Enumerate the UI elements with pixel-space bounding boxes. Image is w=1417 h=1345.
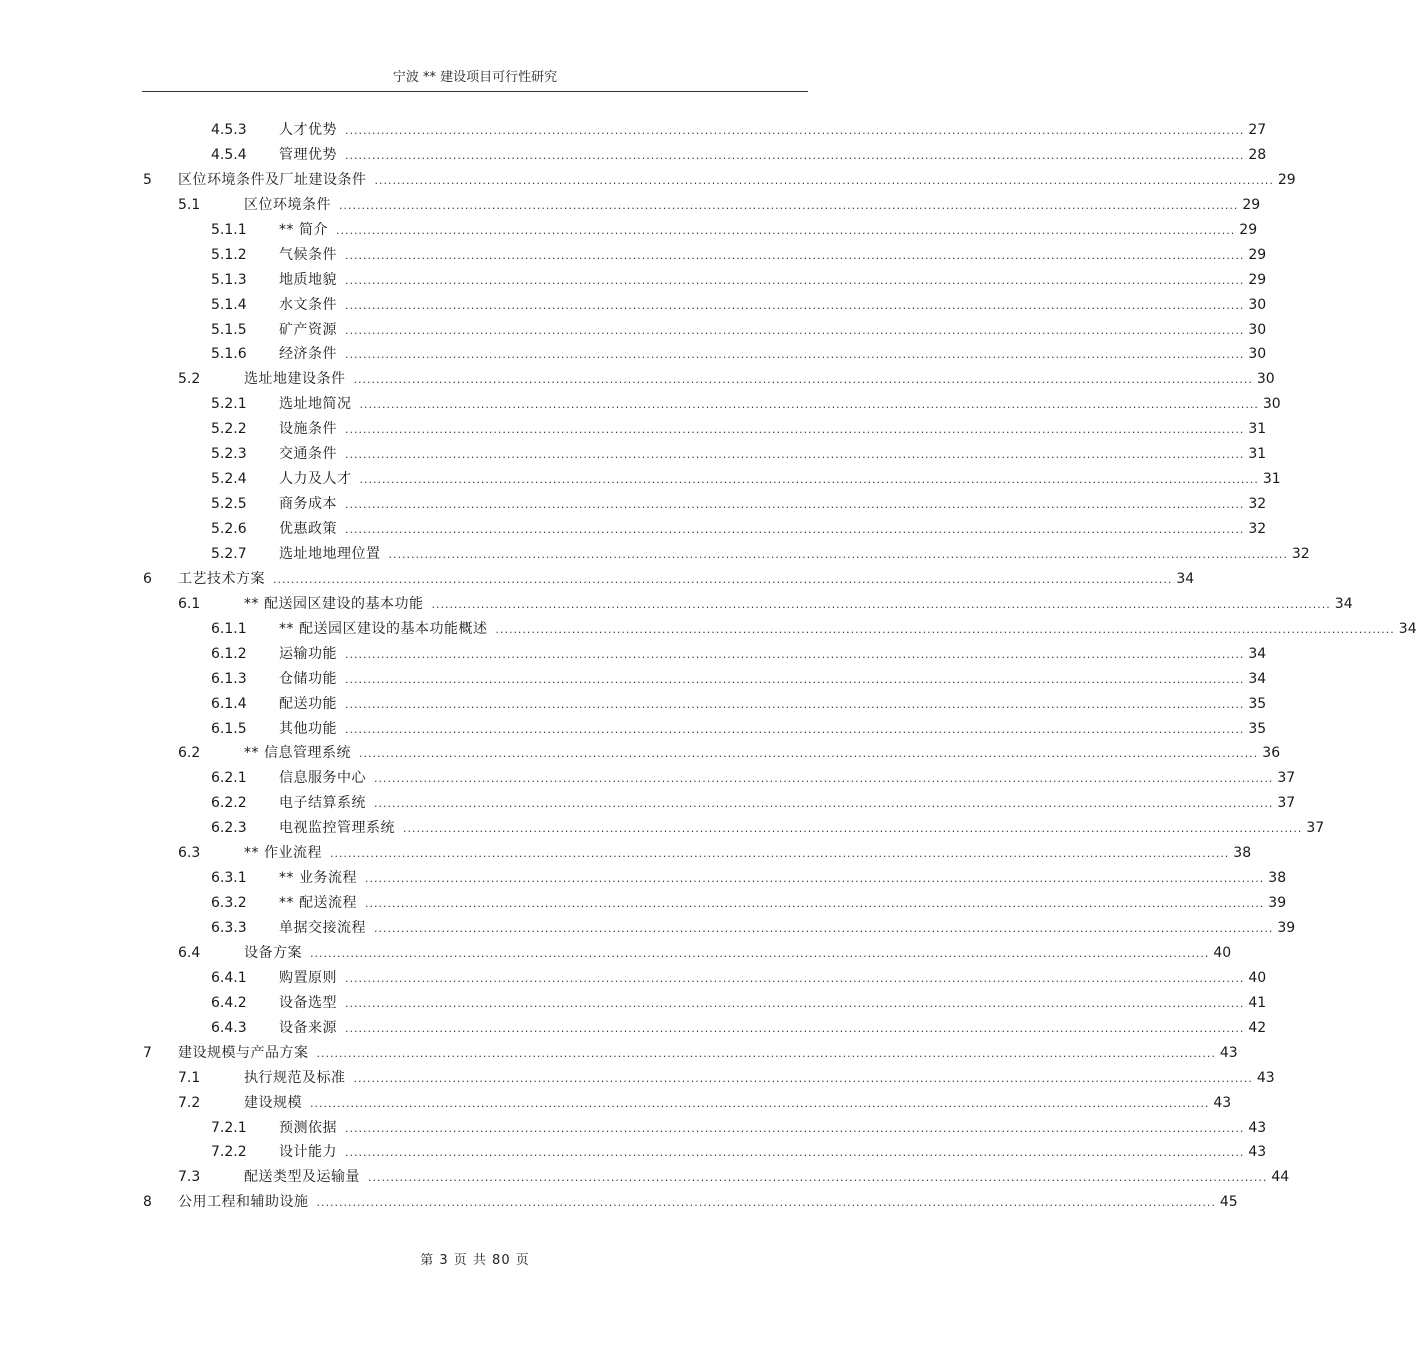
- toc-entry-number: 7.3: [178, 1169, 201, 1186]
- toc-entry-number: 5.1.3: [211, 271, 247, 288]
- toc-entry-page: 41: [1248, 994, 1267, 1011]
- toc-entry-page: 34: [1334, 595, 1353, 612]
- toc-entry-number: 5.2.6: [211, 521, 247, 537]
- toc-leader-dots: ........................................................................................................................................................................................................: [345, 148, 1245, 162]
- toc-entry[interactable]: [0, 342, 1267, 367]
- toc-entry[interactable]: [0, 966, 1267, 991]
- toc-entry-number: 5.1.2: [211, 246, 247, 263]
- toc-entry[interactable]: [0, 168, 1296, 193]
- toc-entry-title: 运输功能: [279, 645, 337, 662]
- toc-entry[interactable]: [0, 766, 1296, 791]
- toc-entry-page: 30: [1256, 371, 1275, 388]
- toc-leader-dots: ........................................................................................................................................................................................................: [345, 423, 1245, 437]
- toc-entry-number: 6.2.1: [211, 770, 247, 787]
- toc-entry[interactable]: [0, 617, 1417, 642]
- toc-leader-dots: ........................................................................................................................................................................................................: [374, 922, 1274, 935]
- toc-entry-number: 5.2.3: [211, 446, 247, 463]
- toc-leader-dots: ........................................................................................................................................................................................................: [345, 248, 1245, 262]
- toc-entry-title: 工艺技术方案: [178, 570, 265, 587]
- toc-entry-title: 选址地地理位置: [279, 545, 381, 562]
- toc-entry-page: 32: [1291, 545, 1310, 562]
- toc-entry-line: [279, 1016, 1267, 1042]
- toc-entry-line: [279, 1140, 1267, 1166]
- toc-entry-title: 交通条件: [279, 446, 337, 463]
- toc-entry-page: 30: [1248, 321, 1267, 338]
- toc-entry-title: 电视监控管理系统: [279, 820, 395, 837]
- toc-entry-title: 选址地简况: [279, 396, 352, 413]
- toc-entry-page: 30: [1262, 396, 1281, 413]
- toc-entry-number: 6.3.2: [211, 895, 247, 912]
- toc-entry-title: 地质地貌: [279, 271, 337, 288]
- toc-entry-number: 5.1.4: [211, 296, 247, 313]
- toc-entry-page: 43: [1248, 1119, 1267, 1136]
- toc-entry-line: [279, 617, 1417, 643]
- toc-entry-page: 32: [1248, 521, 1267, 537]
- toc-entry[interactable]: [0, 816, 1325, 841]
- toc-entry-title: 区位环境条件及厂址建设条件: [178, 171, 367, 188]
- toc-entry[interactable]: [0, 916, 1296, 941]
- toc-entry-number: 6.4.1: [211, 969, 247, 986]
- toc-entry-title: 设备方案: [244, 944, 302, 961]
- toc-entry-number: 6.4.2: [211, 994, 247, 1011]
- toc-leader-dots: ........................................................................................................................................................................................................: [345, 323, 1245, 337]
- toc-entry-line: [279, 816, 1325, 842]
- toc-leader-dots: ........................................................................................................................................................................................................: [345, 971, 1245, 985]
- toc-entry[interactable]: [0, 367, 1275, 392]
- toc-entry-title: 信息服务中心: [279, 770, 366, 787]
- toc-entry-page: 34: [1248, 670, 1267, 687]
- toc-leader-dots: ........................................................................................................................................................................................................: [345, 523, 1245, 536]
- toc-entry-title: 商务成本: [279, 496, 337, 513]
- toc-leader-dots: ........................................................................................................................................................................................................: [345, 273, 1245, 287]
- toc-entry-line: [178, 567, 1195, 593]
- toc-entry-page: 39: [1277, 920, 1296, 936]
- toc-entry-title: ** 配送园区建设的基本功能: [244, 595, 424, 612]
- toc-leader-dots: ........................................................................................................................................................................................................: [353, 1071, 1253, 1085]
- toc-entry-page: 34: [1398, 620, 1417, 637]
- toc-leader-dots: ........................................................................................................................................................................................................: [345, 1146, 1245, 1160]
- toc-entry-line: [279, 342, 1267, 368]
- toc-entry[interactable]: [0, 1140, 1267, 1165]
- toc-entry-line: [244, 941, 1232, 967]
- toc-leader-dots: ........................................................................................................................................................................................................: [345, 996, 1245, 1010]
- toc-entry-page: 37: [1277, 795, 1296, 812]
- toc-entry-line: [279, 692, 1267, 718]
- toc-entry[interactable]: [0, 218, 1258, 243]
- toc-entry-title: 购置原则: [279, 969, 337, 986]
- toc-entry-number: 6.4: [178, 944, 201, 961]
- toc-entry-line: [279, 442, 1267, 468]
- toc-entry-title: 人力及人才: [279, 471, 352, 488]
- toc-entry[interactable]: [0, 442, 1267, 467]
- toc-leader-dots: ........................................................................................................................................................................................................: [353, 373, 1253, 387]
- header-rule: [142, 91, 808, 92]
- toc-entry-title: ** 配送流程: [279, 895, 357, 912]
- toc-entry[interactable]: [0, 542, 1310, 567]
- toc-entry[interactable]: [0, 1091, 1232, 1116]
- toc-entry-page: 29: [1242, 196, 1261, 213]
- toc-leader-dots: ........................................................................................................................................................................................................: [345, 498, 1245, 512]
- toc-entry-line: [279, 866, 1287, 892]
- toc-leader-dots: ........................................................................................................................................................................................................: [339, 198, 1239, 212]
- toc-entry-line: [178, 1190, 1238, 1216]
- toc-entry-page: 34: [1176, 570, 1195, 587]
- toc-entry-line: [279, 991, 1267, 1017]
- toc-leader-dots: ........................................................................................................................................................................................................: [329, 847, 1230, 861]
- toc-entry-number: 4.5.4: [211, 146, 247, 163]
- toc-entry-number: 5: [143, 171, 152, 188]
- toc-entry[interactable]: [0, 717, 1267, 742]
- toc-entry-number: 6.4.3: [211, 1019, 247, 1036]
- toc-entry-page: 29: [1277, 171, 1296, 188]
- toc-leader-dots: ........................................................................................................................................................................................................: [310, 946, 1210, 960]
- toc-entry-number: 5.1.1: [211, 221, 247, 238]
- toc-entry-page: 31: [1248, 446, 1267, 463]
- toc-entry-title: 选址地建设条件: [244, 371, 346, 388]
- toc-leader-dots: ........................................................................................................................................................................................................: [358, 747, 1259, 761]
- toc-entry-line: [279, 791, 1296, 817]
- toc-leader-dots: ........................................................................................................................................................................................................: [359, 473, 1259, 487]
- toc-entry-title: 配送类型及运输量: [244, 1169, 360, 1186]
- toc-leader-dots: ........................................................................................................................................................................................................: [495, 622, 1395, 636]
- toc-entry-number: 7.2.2: [211, 1144, 247, 1161]
- toc-entry-line: [279, 766, 1296, 792]
- toc-entry-number: 5.1.5: [211, 321, 247, 338]
- toc-leader-dots: ........................................................................................................................................................................................................: [335, 223, 1236, 237]
- toc-entry[interactable]: [0, 467, 1281, 492]
- toc-entry[interactable]: [0, 1016, 1267, 1041]
- toc-entry-page: 31: [1248, 421, 1267, 438]
- toc-entry-line: [279, 268, 1267, 294]
- toc-entry-page: 43: [1213, 1094, 1232, 1111]
- toc-entry-line: [279, 642, 1267, 668]
- toc-leader-dots: ........................................................................................................................................................................................................: [345, 722, 1245, 736]
- toc-leader-dots: ........................................................................................................................................................................................................: [374, 772, 1274, 786]
- toc-entry[interactable]: [0, 392, 1281, 417]
- toc-entry-title: ** 信息管理系统: [244, 745, 351, 762]
- toc-entry[interactable]: [0, 1116, 1267, 1141]
- toc-entry-number: 6.2.3: [211, 820, 247, 837]
- toc-entry-line: [279, 118, 1267, 144]
- toc-entry-title: 设计能力: [279, 1144, 337, 1161]
- toc-entry-title: 设备选型: [279, 994, 337, 1011]
- toc-entry-number: 5.2.1: [211, 396, 247, 413]
- toc-entry-line: [279, 1116, 1267, 1142]
- toc-leader-dots: ........................................................................................................................................................................................................: [345, 448, 1245, 462]
- toc-entry-number: 7.1: [178, 1069, 201, 1086]
- toc-leader-dots: ........................................................................................................................................................................................................: [316, 1196, 1216, 1210]
- toc-entry-page: 43: [1256, 1069, 1275, 1086]
- toc-entry-number: 7: [143, 1044, 152, 1061]
- toc-entry[interactable]: [0, 1041, 1238, 1066]
- toc-entry-page: 32: [1248, 496, 1267, 513]
- toc-entry-line: [279, 717, 1267, 743]
- toc-entry-number: 5.1.6: [211, 346, 247, 363]
- toc-entry-title: 优惠政策: [279, 521, 337, 537]
- toc-entry[interactable]: [0, 991, 1267, 1016]
- toc-entry-page: 45: [1219, 1194, 1238, 1211]
- toc-entry-line: [279, 966, 1267, 992]
- toc-entry-number: 6.1.3: [211, 670, 247, 687]
- toc-entry-line: [279, 392, 1281, 418]
- toc-entry[interactable]: [0, 318, 1267, 343]
- toc-entry-number: 6.1.2: [211, 645, 247, 662]
- toc-entry-line: [279, 916, 1296, 942]
- toc-entry-number: 6.2: [178, 745, 201, 762]
- toc-entry[interactable]: [0, 866, 1287, 891]
- toc-leader-dots: ........................................................................................................................................................................................................: [345, 298, 1245, 312]
- toc-entry-number: 6.1.5: [211, 720, 247, 737]
- toc-entry-line: [244, 1091, 1232, 1117]
- toc-leader-dots: ........................................................................................................................................................................................................: [359, 398, 1259, 412]
- toc-entry-number: 6.1: [178, 595, 201, 612]
- toc-entry[interactable]: [0, 293, 1267, 318]
- toc-entry-title: 建设规模与产品方案: [178, 1044, 309, 1061]
- toc-leader-dots: ........................................................................................................................................................................................................: [345, 647, 1245, 661]
- toc-leader-dots: ........................................................................................................................................................................................................: [364, 897, 1265, 911]
- toc-entry-line: [279, 293, 1267, 319]
- toc-entry-number: 7.2.1: [211, 1119, 247, 1136]
- toc-entry[interactable]: [0, 417, 1267, 442]
- toc-entry-page: 35: [1248, 695, 1267, 712]
- toc-leader-dots: ........................................................................................................................................................................................................: [345, 1021, 1245, 1035]
- toc-entry[interactable]: [0, 692, 1267, 717]
- toc-entry-title: 电子结算系统: [279, 795, 366, 812]
- toc-entry-title: 公用工程和辅助设施: [178, 1194, 309, 1211]
- toc-entry-line: [178, 1041, 1238, 1067]
- toc-entry-page: 35: [1248, 720, 1267, 737]
- toc-entry-page: 29: [1248, 246, 1267, 263]
- toc-entry-line: [279, 218, 1258, 244]
- toc-entry-line: [279, 891, 1287, 917]
- toc-entry[interactable]: [0, 642, 1267, 667]
- toc-leader-dots: ........................................................................................................................................................................................................: [403, 822, 1303, 836]
- toc-entry-title: 设施条件: [279, 421, 337, 438]
- toc-entry-line: [279, 143, 1267, 169]
- toc-entry-page: 38: [1233, 845, 1252, 862]
- toc-entry[interactable]: [0, 791, 1296, 816]
- toc-entry-page: 28: [1248, 146, 1267, 163]
- toc-leader-dots: ........................................................................................................................................................................................................: [388, 547, 1288, 561]
- toc-entry-number: 4.5.3: [211, 122, 247, 138]
- toc-entry-line: [244, 592, 1353, 618]
- toc-entry-number: 7.2: [178, 1094, 201, 1111]
- toc-entry-page: 40: [1248, 969, 1267, 986]
- toc-entry-title: 建设规模: [244, 1094, 302, 1111]
- toc-entry-page: 37: [1306, 820, 1325, 837]
- toc-entry-page: 43: [1248, 1144, 1267, 1161]
- toc-entry-number: 5.2.2: [211, 421, 247, 438]
- toc-entry[interactable]: [0, 492, 1267, 517]
- toc-entry-line: [279, 667, 1267, 693]
- toc-leader-dots: ........................................................................................................................................................................................................: [374, 173, 1274, 187]
- toc-entry-title: 单据交接流程: [279, 920, 366, 936]
- toc-leader-dots: ........................................................................................................................................................................................................: [431, 597, 1331, 611]
- toc-entry-title: ** 配送园区建设的基本功能概述: [279, 620, 488, 637]
- toc-entry-line: [279, 517, 1267, 543]
- toc-leader-dots: ........................................................................................................................................................................................................: [310, 1096, 1210, 1110]
- toc-entry-page: 31: [1262, 471, 1281, 488]
- toc-entry[interactable]: [0, 941, 1232, 966]
- toc-entry-page: 29: [1239, 221, 1258, 238]
- toc-entry-page: 30: [1248, 346, 1267, 363]
- toc-entry-title: 管理优势: [279, 146, 337, 163]
- toc-entry-page: 29: [1248, 271, 1267, 288]
- toc-entry-page: 40: [1213, 944, 1232, 961]
- toc-leader-dots: ........................................................................................................................................................................................................: [345, 124, 1245, 137]
- toc-entry-line: [244, 367, 1275, 393]
- toc-entry-title: ** 作业流程: [244, 845, 322, 862]
- toc-entry[interactable]: [0, 118, 1267, 143]
- toc-entry-page: 44: [1271, 1169, 1290, 1186]
- toc-entry[interactable]: [0, 1165, 1290, 1190]
- toc-entry[interactable]: [0, 143, 1267, 168]
- toc-entry[interactable]: [0, 243, 1267, 268]
- toc-entry-page: 42: [1248, 1019, 1267, 1036]
- toc-entry-title: 经济条件: [279, 346, 337, 363]
- toc-entry-title: 矿产资源: [279, 321, 337, 338]
- toc-entry-page: 36: [1262, 745, 1281, 762]
- toc-entry-title: 设备来源: [279, 1019, 337, 1036]
- toc-entry-title: ** 业务流程: [279, 870, 357, 887]
- toc-entry-line: [244, 193, 1261, 219]
- toc-entry[interactable]: [0, 891, 1287, 916]
- toc-entry-number: 5.1: [178, 196, 201, 213]
- toc-entry[interactable]: [0, 567, 1195, 592]
- toc-leader-dots: ........................................................................................................................................................................................................: [345, 697, 1245, 711]
- toc-entry[interactable]: [0, 841, 1252, 866]
- toc-entry-page: 39: [1268, 895, 1287, 912]
- toc-entry[interactable]: [0, 1066, 1275, 1091]
- toc-leader-dots: ........................................................................................................................................................................................................: [374, 797, 1274, 811]
- toc-entry-number: 6: [143, 570, 152, 587]
- toc-entry-page: 34: [1248, 645, 1267, 662]
- toc-entry-title: 预测依据: [279, 1119, 337, 1136]
- table-of-contents: [0, 118, 1417, 1215]
- toc-entry[interactable]: [0, 193, 1261, 218]
- toc-leader-dots: ........................................................................................................................................................................................................: [345, 348, 1245, 362]
- toc-leader-dots: ........................................................................................................................................................................................................: [345, 1121, 1245, 1135]
- toc-entry-title: 其他功能: [279, 720, 337, 737]
- toc-entry-number: 5.2.7: [211, 545, 247, 562]
- toc-entry[interactable]: [0, 517, 1267, 542]
- toc-entry-number: 5.2.4: [211, 471, 247, 488]
- toc-entry-number: 6.3: [178, 845, 201, 862]
- toc-entry-line: [279, 417, 1267, 443]
- toc-entry-title: 执行规范及标准: [244, 1069, 346, 1086]
- toc-entry-line: [279, 542, 1310, 568]
- toc-entry-line: [279, 467, 1281, 493]
- toc-entry-title: 水文条件: [279, 296, 337, 313]
- toc-leader-dots: ........................................................................................................................................................................................................: [345, 672, 1245, 686]
- toc-entry-line: [178, 168, 1296, 194]
- toc-entry[interactable]: [0, 268, 1267, 293]
- toc-entry-line: [244, 741, 1281, 767]
- toc-leader-dots: ........................................................................................................................................................................................................: [273, 572, 1173, 586]
- toc-entry-line: [244, 1165, 1290, 1191]
- toc-entry-number: 6.3.1: [211, 870, 247, 887]
- toc-entry-page: 30: [1248, 296, 1267, 313]
- page-header: 宁波 ** 建设项目可行性研究: [392, 70, 558, 85]
- toc-entry-page: 27: [1248, 122, 1267, 138]
- toc-entry-page: 37: [1277, 770, 1296, 787]
- toc-entry-line: [279, 492, 1267, 518]
- toc-entry-title: 仓储功能: [279, 670, 337, 687]
- toc-entry-number: 6.1.1: [211, 620, 247, 637]
- toc-entry-page: 38: [1268, 870, 1287, 887]
- toc-entry-line: [279, 318, 1267, 344]
- toc-entry[interactable]: [0, 1190, 1238, 1215]
- toc-entry-number: 5.2.5: [211, 496, 247, 513]
- toc-entry-title: ** 简介: [279, 221, 328, 238]
- page-footer: 第 3 页 共 80 页: [420, 1253, 530, 1268]
- toc-leader-dots: ........................................................................................................................................................................................................: [364, 872, 1265, 886]
- toc-entry-line: [279, 243, 1267, 269]
- toc-entry-title: 配送功能: [279, 695, 337, 712]
- toc-entry-page: 43: [1219, 1044, 1238, 1061]
- toc-entry[interactable]: [0, 667, 1267, 692]
- toc-entry-number: 8: [143, 1194, 152, 1211]
- toc-entry-line: [244, 841, 1252, 867]
- toc-leader-dots: ........................................................................................................................................................................................................: [316, 1046, 1216, 1060]
- toc-entry-title: 区位环境条件: [244, 196, 331, 213]
- toc-entry[interactable]: [0, 741, 1281, 766]
- toc-entry-number: 6.3.3: [211, 920, 247, 936]
- toc-entry-title: 气候条件: [279, 246, 337, 263]
- toc-entry-line: [244, 1066, 1275, 1092]
- toc-entry-number: 6.2.2: [211, 795, 247, 812]
- toc-entry-title: 人才优势: [279, 122, 337, 138]
- toc-entry[interactable]: [0, 592, 1353, 617]
- toc-entry-number: 6.1.4: [211, 695, 247, 712]
- toc-entry-number: 5.2: [178, 371, 201, 388]
- toc-leader-dots: ........................................................................................................................................................................................................: [368, 1171, 1268, 1185]
